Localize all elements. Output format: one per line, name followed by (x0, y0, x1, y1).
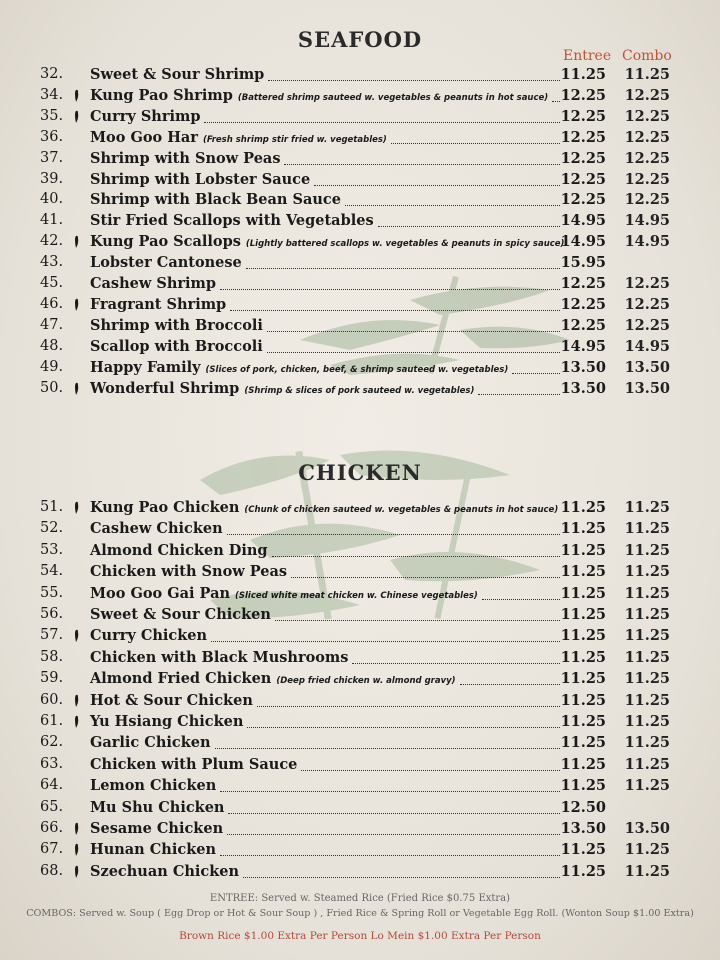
item-number: 56. (40, 606, 64, 622)
menu-item-row (0, 627, 720, 648)
item-number: 57. (40, 627, 64, 644)
combo-price: 13.50 (624, 820, 670, 837)
menu-item-row (0, 499, 720, 520)
menu-item-row (0, 542, 720, 563)
item-number: 53. (40, 541, 64, 558)
combo-price: 12.25 (624, 316, 670, 334)
item-description: (Chunk of chicken sauteed w. vegetables & peanuts in hot sauce) (244, 505, 559, 515)
menu-item-row (0, 317, 720, 338)
pepper-icon (73, 715, 81, 729)
entree-price: 12.25 (560, 275, 606, 292)
pepper-icon (73, 501, 81, 515)
dot-leader (215, 748, 560, 749)
item-name: Chicken with Snow Peas (90, 563, 288, 581)
entree-price: 11.25 (560, 777, 606, 795)
item-name: Yu Hsiang Chicken (90, 713, 244, 730)
entree-price: 11.25 (560, 499, 606, 516)
pepper-icon (73, 382, 81, 396)
menu-item-row (0, 380, 720, 401)
dot-leader (243, 877, 560, 878)
menu-item-row (0, 212, 720, 233)
entree-price: 11.25 (560, 66, 606, 83)
menu-item-row (0, 863, 720, 884)
item-number: 51. (40, 499, 64, 515)
combo-price: 11.25 (624, 541, 670, 559)
dot-leader (257, 706, 560, 707)
item-number: 64. (40, 777, 64, 794)
dot-leader (301, 770, 560, 771)
menu-item-row (0, 66, 720, 87)
item-name: Lobster Cantonese (90, 254, 242, 272)
dot-leader (284, 164, 560, 165)
item-name: Wonderful Shrimp (90, 379, 240, 397)
item-number: 55. (40, 584, 64, 601)
dot-leader (352, 663, 560, 664)
menu-item-row (0, 171, 720, 192)
item-name: Szechuan Chicken (90, 862, 240, 880)
combo-price: 11.25 (624, 841, 670, 859)
menu-item-row (0, 520, 720, 541)
item-number: 42. (40, 233, 64, 250)
combo-price: 11.25 (624, 499, 670, 516)
combo-price: 12.25 (624, 191, 670, 209)
item-number: 35. (40, 107, 64, 124)
menu-item-row (0, 692, 720, 713)
dot-leader (267, 331, 560, 332)
item-number: 47. (40, 316, 64, 333)
entree-price: 11.25 (560, 563, 606, 581)
item-name: Lemon Chicken (90, 777, 217, 795)
entree-price: 14.95 (560, 212, 606, 230)
dot-leader (246, 268, 560, 269)
menu-item-row (0, 756, 720, 777)
combo-price: 12.25 (624, 275, 670, 292)
menu-item-row (0, 734, 720, 755)
dot-leader (204, 122, 560, 123)
combo-price: 11.25 (624, 670, 670, 688)
entree-price: 11.25 (560, 541, 606, 559)
item-description: (Sliced white meat chicken w. Chinese vegetables) (235, 590, 478, 601)
entree-price: 11.25 (560, 734, 606, 752)
entree-price: 14.95 (560, 337, 606, 355)
menu-item-row (0, 606, 720, 627)
dot-leader (220, 855, 560, 856)
combo-price: 11.25 (624, 66, 670, 83)
pepper-icon (73, 110, 81, 124)
pepper-icon (73, 89, 81, 103)
entree-price: 13.50 (560, 379, 606, 397)
menu-item-row (0, 841, 720, 862)
item-description: (Battered shrimp sauteed w. vegetables & peanuts in hot sauce) (237, 92, 549, 103)
item-description: (Lightly battered scallops w. vegetables & peanuts in spicy sauce) (245, 239, 565, 250)
dot-leader (272, 556, 560, 557)
menu-item-row (0, 649, 720, 670)
dot-leader (460, 684, 560, 685)
pepper-icon (73, 235, 81, 249)
item-number: 41. (40, 212, 64, 229)
dot-leader (345, 205, 560, 206)
item-name: Hot & Sour Chicken (90, 691, 253, 709)
dot-leader (275, 620, 560, 621)
entree-price: 12.50 (560, 798, 606, 816)
item-number: 66. (40, 820, 64, 836)
dot-leader (391, 143, 560, 144)
menu-item-row (0, 87, 720, 108)
menu-item-row (0, 296, 720, 317)
item-number: 54. (40, 563, 64, 580)
combo-price: 11.25 (624, 606, 670, 623)
item-name: Kung Pao Scallops (90, 233, 241, 251)
item-name: Cashew Chicken (90, 520, 223, 538)
entree-price: 11.25 (560, 584, 606, 602)
item-name: Shrimp with Snow Peas (90, 149, 281, 167)
pepper-icon (73, 843, 81, 857)
pepper-icon (73, 822, 81, 836)
entree-price: 12.25 (560, 86, 606, 104)
combo-price: 14.95 (624, 212, 670, 230)
item-name: Scallop with Broccoli (90, 337, 263, 355)
item-description: (Fresh shrimp stir fried w. vegetables) (202, 134, 387, 145)
item-name: Hunan Chicken (90, 841, 217, 859)
menu-item-row (0, 254, 720, 275)
item-number: 32. (40, 66, 64, 82)
combo-price: 14.95 (624, 337, 670, 355)
combo-price: 12.25 (624, 295, 670, 313)
entree-column-header: Entree (563, 48, 612, 64)
entree-price: 15.95 (560, 254, 606, 272)
dot-leader (267, 352, 560, 353)
combo-price: 11.25 (624, 755, 670, 773)
combo-price: 12.25 (624, 149, 670, 167)
menu-item-row (0, 585, 720, 606)
chicken-section-title: CHICKEN (298, 460, 422, 485)
menu-item-row (0, 275, 720, 296)
entree-price: 11.25 (560, 520, 606, 538)
entree-price: 11.25 (560, 755, 606, 773)
item-name: Moo Goo Har (90, 128, 198, 146)
item-name: Shrimp with Lobster Sauce (90, 170, 311, 188)
dot-leader (268, 80, 560, 81)
item-name: Sweet & Sour Shrimp (90, 66, 265, 83)
item-description: (Slices of pork, chicken, beef, & shrimp sauteed w. vegetables) (205, 364, 509, 375)
menu-item-row (0, 191, 720, 212)
entree-note: ENTREE: Served w. Steamed Rice (Fried Rice $0.75 Extra) (209, 893, 511, 904)
dot-leader (247, 727, 560, 728)
pepper-icon (73, 298, 81, 312)
item-description: (Deep fried chicken w. almond gravy) (276, 676, 456, 687)
menu-item-row (0, 777, 720, 798)
item-description: (Shrimp & slices of pork sauteed w. vegetables) (244, 385, 475, 396)
item-name: Almond Fried Chicken (90, 670, 272, 688)
entree-price: 12.25 (560, 128, 606, 146)
menu-item-row (0, 799, 720, 820)
item-number: 60. (40, 691, 64, 708)
combo-price: 13.50 (624, 358, 670, 376)
menu-item-row (0, 129, 720, 150)
dot-leader (220, 791, 560, 792)
item-number: 45. (40, 275, 64, 291)
item-number: 63. (40, 755, 64, 772)
pepper-icon (73, 865, 81, 879)
combo-column-header: Combo (622, 48, 672, 64)
combo-price: 12.25 (624, 128, 670, 146)
pepper-icon (73, 629, 81, 643)
entree-price: 11.25 (560, 862, 606, 880)
dot-leader (228, 813, 560, 814)
item-name: Shrimp with Broccoli (90, 316, 263, 334)
entree-price: 11.25 (560, 606, 606, 623)
item-number: 39. (40, 170, 64, 187)
item-name: Shrimp with Black Bean Sauce (90, 191, 341, 209)
item-number: 67. (40, 841, 64, 858)
entree-price: 12.25 (560, 316, 606, 334)
item-name: Cashew Shrimp (90, 275, 217, 292)
combos-note: COMBOS: Served w. Soup ( Egg Drop or Hot & Sour Soup ) , Fried Rice & Spring Roll or Vegetable Egg Roll. (Wonton Soup $1.00 Extra) (26, 908, 694, 919)
entree-price: 11.25 (560, 670, 606, 688)
combo-price: 11.25 (624, 713, 670, 730)
dot-leader (291, 577, 560, 578)
item-number: 50. (40, 379, 64, 396)
item-number: 62. (40, 734, 64, 751)
item-name: Fragrant Shrimp (90, 295, 227, 313)
item-name: Chicken with Plum Sauce (90, 755, 298, 773)
item-name: Kung Pao Shrimp (90, 86, 233, 104)
combo-price: 12.25 (624, 170, 670, 188)
combo-price: 12.25 (624, 86, 670, 104)
item-number: 61. (40, 713, 64, 729)
combo-price: 11.25 (624, 777, 670, 795)
menu-item-row (0, 108, 720, 129)
combo-price: 12.25 (624, 107, 670, 125)
entree-price: 12.25 (560, 149, 606, 167)
dot-leader (512, 373, 560, 374)
combo-price: 11.25 (624, 734, 670, 752)
item-name: Kung Pao Chicken (90, 499, 240, 516)
menu-item-row (0, 820, 720, 841)
entree-price: 12.25 (560, 295, 606, 313)
item-number: 43. (40, 254, 64, 271)
menu-item-row (0, 670, 720, 691)
seafood-section-title: SEAFOOD (297, 27, 423, 52)
item-number: 59. (40, 670, 64, 687)
combo-price: 11.25 (624, 520, 670, 538)
entree-price: 12.25 (560, 191, 606, 209)
item-number: 46. (40, 295, 64, 312)
combo-price: 11.25 (624, 862, 670, 880)
entree-price: 14.95 (560, 233, 606, 251)
dot-leader (220, 289, 560, 290)
item-number: 37. (40, 149, 64, 166)
dot-leader (314, 185, 560, 186)
item-name: Almond Chicken Ding (90, 541, 268, 559)
combo-price: 14.95 (624, 233, 670, 251)
dot-leader (378, 226, 560, 227)
item-number: 65. (40, 798, 64, 815)
item-number: 36. (40, 128, 64, 145)
entree-price: 12.25 (560, 170, 606, 188)
item-number: 40. (40, 191, 64, 208)
combo-price: 13.50 (624, 379, 670, 397)
combo-price: 11.25 (624, 691, 670, 709)
menu-item-row (0, 713, 720, 734)
item-name: Garlic Chicken (90, 734, 211, 752)
menu-item-row (0, 233, 720, 254)
item-name: Mu Shu Chicken (90, 798, 225, 816)
item-number: 48. (40, 337, 64, 354)
menu-item-row (0, 359, 720, 380)
dot-leader (478, 394, 560, 395)
item-name: Curry Shrimp (90, 107, 201, 125)
item-name: Sweet & Sour Chicken (90, 606, 271, 623)
dot-leader (227, 834, 560, 835)
dot-leader (227, 534, 560, 535)
item-name: Chicken with Black Mushrooms (90, 648, 349, 666)
item-name: Happy Family (90, 358, 201, 376)
dot-leader (482, 599, 560, 600)
dot-leader (211, 641, 560, 642)
entree-price: 11.25 (560, 648, 606, 666)
item-name: Stir Fried Scallops with Vegetables (90, 212, 374, 230)
combo-price: 11.25 (624, 563, 670, 581)
item-number: 52. (40, 520, 64, 537)
item-name: Curry Chicken (90, 627, 208, 645)
entree-price: 11.25 (560, 627, 606, 645)
combo-price: 11.25 (624, 627, 670, 645)
item-number: 49. (40, 358, 64, 375)
item-number: 58. (40, 648, 64, 665)
entree-price: 11.25 (560, 691, 606, 709)
extras-note: Brown Rice $1.00 Extra Per Person Lo Mein $1.00 Extra Per Person (179, 930, 541, 942)
combo-price: 11.25 (624, 584, 670, 602)
entree-price: 11.25 (560, 841, 606, 859)
pepper-icon (73, 694, 81, 708)
combo-price: 11.25 (624, 648, 670, 666)
menu-item-row (0, 150, 720, 171)
dot-leader (230, 310, 560, 311)
item-number: 34. (40, 86, 64, 103)
item-number: 68. (40, 862, 64, 879)
entree-price: 12.25 (560, 107, 606, 125)
menu-item-row (0, 338, 720, 359)
entree-price: 13.50 (560, 358, 606, 376)
item-name: Moo Goo Gai Pan (90, 584, 231, 602)
entree-price: 11.25 (560, 713, 606, 730)
item-name: Sesame Chicken (90, 820, 224, 837)
menu-item-row (0, 563, 720, 584)
entree-price: 13.50 (560, 820, 606, 837)
